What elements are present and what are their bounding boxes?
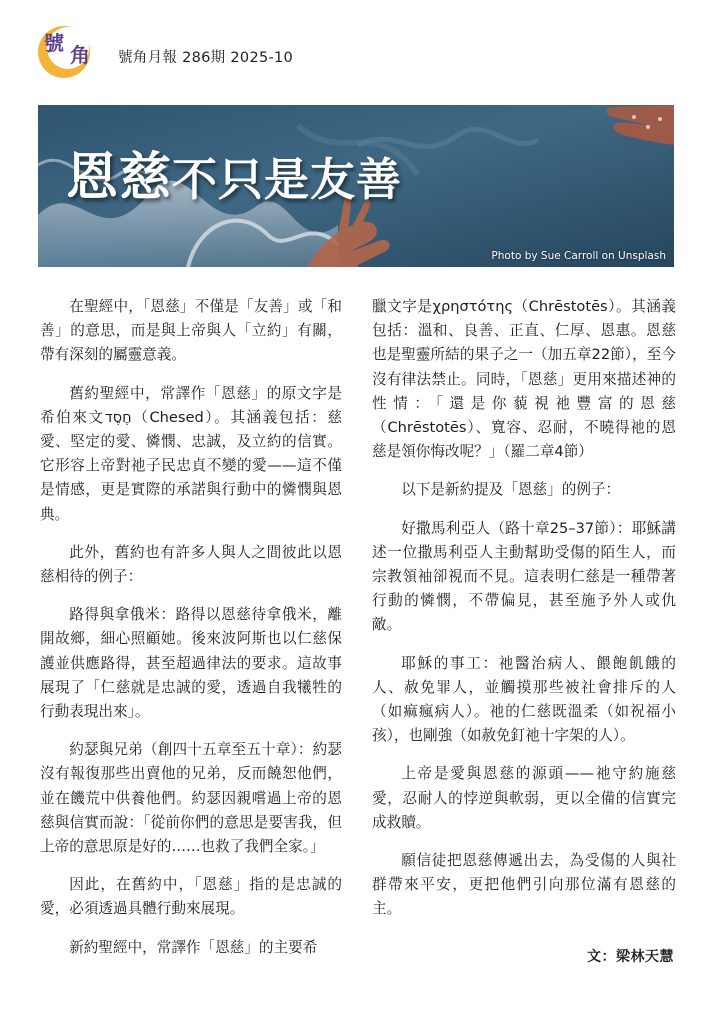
paragraph: 上帝是愛與恩慈的源頭——祂守約施慈愛，忍耐人的悖逆與軟弱，更以全備的信實完成救贖。 [372, 765, 676, 831]
paragraph: 新約聖經中，常譯作「恩慈」的主要希 [69, 938, 318, 956]
paragraph-continued: 臘文字是χρηστότης（Chrēstotēs）。其涵義包括：溫和、良善、正直、仁厚、恩惠。恩慈也是聖靈所結的果子之一（加五章22節），至今沒有律法禁止。同時，「恩慈」更用來描述神的性情：「還是你藐視祂豐富的恩慈（Chrēstotēs）、寬容、忍耐，不曉得祂的恩慈是領你悔改呢？」（羅二章4節） [372, 298, 676, 461]
paragraph: 以下是新約提及「恩慈」的例子： [401, 481, 621, 499]
article-title-main: 恩慈 [66, 148, 173, 208]
article-column-right [372, 295, 676, 936]
paragraph: 約瑟與兄弟（創四十五章至五十章）：約瑟沒有報復那些出賣他的兄弟，反而饒恕他們，並在饑荒中供養他們。約瑟因親嚐過上帝的恩慈與信實而說：「從前你們的意思是要害我，但上帝的意思原是好的……也救了我們全家。」 [40, 741, 342, 856]
paragraph: 因此，在舊約中，「恩慈」指的是忠誠的愛，必須透過具體行動來展現。 [40, 876, 342, 918]
article-title [66, 135, 402, 210]
logo-char-1: 號 [44, 31, 64, 55]
paragraph: 此外，舊約也有許多人與人之間彼此以恩慈相待的例子： [40, 543, 342, 586]
paragraph: 在聖經中，「恩慈」不僅是「友善」或「和善」的意思，而是與上帝與人「立約」有關，帶有深刻的屬靈意義。 [40, 298, 342, 364]
paragraph: 路得與拿俄米：路得以恩慈待拿俄米，離開故鄉，細心照顧她。後來波阿斯也以仁慈保護並供應路得，甚至超過律法的要求。這故事展現了「仁慈就是忠誠的愛，透過自我犧牲的行動表現出來」。 [40, 606, 342, 721]
paragraph: 願信徒把恩慈傳遞出去，為受傷的人與社群帶來平安，更把他們引向那位滿有恩慈的主。 [372, 852, 676, 918]
publication-logo [34, 22, 106, 82]
paragraph: 好撒馬利亞人（路十章25–37節）：耶穌講述一位撒馬利亞人主動幫助受傷的陌生人，而宗教領袖卻視而不見。這表明仁慈是一種帶著行動的憐憫，不帶偏見，甚至施予外人或仇敵。 [372, 519, 676, 634]
paragraph: 舊約聖經中，常譯作「恩慈」的原文字是希伯來文חֶסֶד（Chesed）。其涵義包括：慈愛、堅定的愛、憐憫、忠誠，及立約的信實。它形容上帝對祂子民忠貞不變的愛——這不僅是情感，更是實際的承諾與行動中的憐憫與恩典。 [40, 384, 342, 523]
masthead [34, 22, 694, 82]
paragraph: 耶穌的事工：祂醫治病人、餵飽飢餓的人、赦免罪人，並觸摸那些被社會排斥的人（如痲瘋病人）。祂的仁慈既溫柔（如祝福小孩），也剛強（如赦免釘祂十字架的人）。 [372, 654, 676, 745]
issue-info: 號角月報 286期 2025-10 [118, 50, 294, 66]
article-column-left [40, 295, 342, 974]
author-byline: 文：梁林天慧 [587, 949, 674, 965]
article-banner [38, 105, 674, 267]
logo-char-2: 角 [70, 43, 90, 67]
photo-credit: Photo by Sue Carroll on Unsplash [491, 250, 666, 262]
article-title-rest: 不只是友善 [172, 153, 403, 206]
